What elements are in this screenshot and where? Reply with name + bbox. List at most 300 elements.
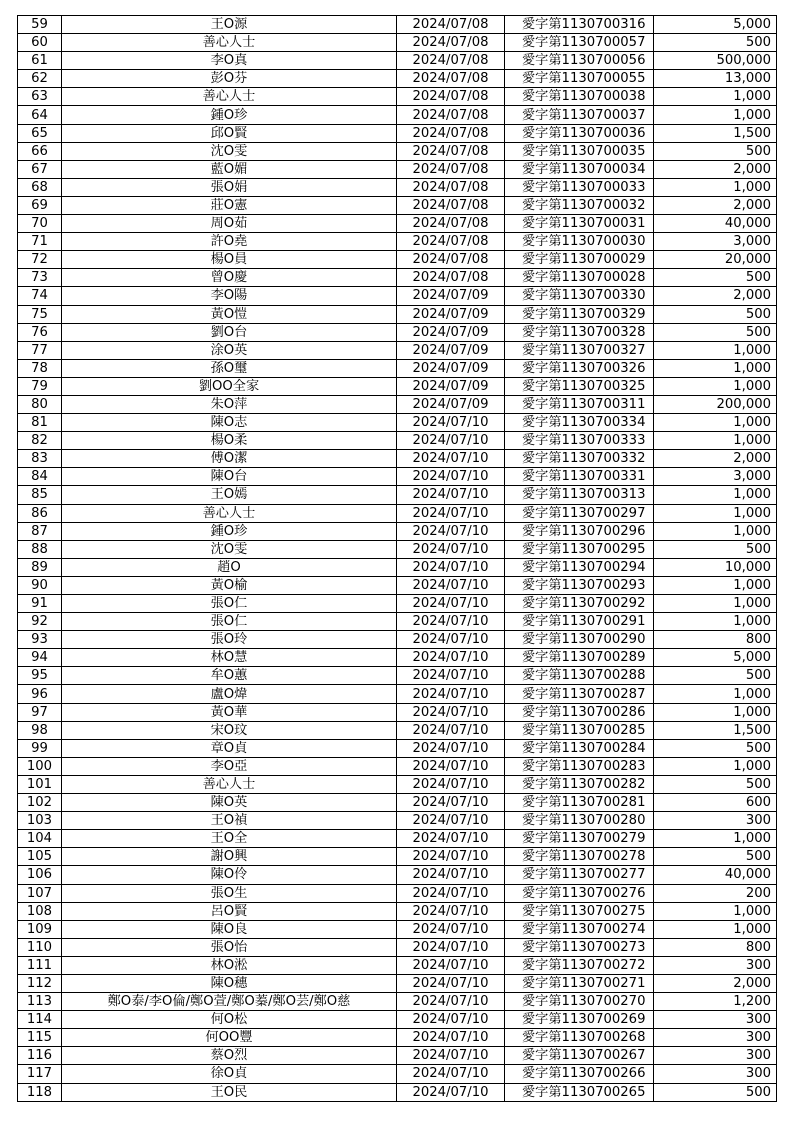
table-row xyxy=(18,721,777,739)
donor-name: 陳O良 xyxy=(62,920,397,938)
table-row xyxy=(18,305,777,323)
row-number: 88 xyxy=(18,540,62,558)
donor-name: 傅O潔 xyxy=(62,450,397,468)
row-number: 95 xyxy=(18,667,62,685)
table-row xyxy=(18,142,777,160)
receipt-number: 愛字第1130700333 xyxy=(505,432,654,450)
row-number: 101 xyxy=(18,775,62,793)
row-number: 61 xyxy=(18,52,62,70)
donation-amount: 1,000 xyxy=(654,341,777,359)
donor-name: 林O慧 xyxy=(62,649,397,667)
donation-amount: 1,000 xyxy=(654,830,777,848)
receipt-number: 愛字第1130700055 xyxy=(505,70,654,88)
row-number: 103 xyxy=(18,812,62,830)
table-row xyxy=(18,88,777,106)
receipt-number: 愛字第1130700274 xyxy=(505,920,654,938)
donation-date: 2024/07/10 xyxy=(397,576,505,594)
receipt-number: 愛字第1130700265 xyxy=(505,1083,654,1101)
donor-name: 善心人士 xyxy=(62,88,397,106)
donation-table-body xyxy=(18,16,777,1102)
donation-amount: 600 xyxy=(654,794,777,812)
row-number: 108 xyxy=(18,902,62,920)
row-number: 79 xyxy=(18,377,62,395)
donation-amount: 1,000 xyxy=(654,88,777,106)
row-number: 107 xyxy=(18,884,62,902)
donation-amount: 2,000 xyxy=(654,160,777,178)
donor-name: 曾O慶 xyxy=(62,269,397,287)
donation-amount: 500 xyxy=(654,739,777,757)
donor-name: 楊O員 xyxy=(62,251,397,269)
donor-name: 善心人士 xyxy=(62,34,397,52)
donation-amount: 1,000 xyxy=(654,359,777,377)
receipt-number: 愛字第1130700276 xyxy=(505,884,654,902)
receipt-number: 愛字第1130700270 xyxy=(505,993,654,1011)
receipt-number: 愛字第1130700268 xyxy=(505,1029,654,1047)
donation-date: 2024/07/10 xyxy=(397,1029,505,1047)
donor-name: 邱O賢 xyxy=(62,124,397,142)
donation-date: 2024/07/10 xyxy=(397,902,505,920)
donation-date: 2024/07/08 xyxy=(397,124,505,142)
receipt-number: 愛字第1130700283 xyxy=(505,757,654,775)
donation-amount: 200,000 xyxy=(654,395,777,413)
donation-date: 2024/07/08 xyxy=(397,34,505,52)
row-number: 92 xyxy=(18,613,62,631)
receipt-number: 愛字第1130700282 xyxy=(505,775,654,793)
donation-amount: 2,000 xyxy=(654,450,777,468)
donor-name: 王O源 xyxy=(62,16,397,34)
donation-amount: 800 xyxy=(654,631,777,649)
donation-amount: 2,000 xyxy=(654,974,777,992)
donor-name: 何O松 xyxy=(62,1011,397,1029)
receipt-number: 愛字第1130700279 xyxy=(505,830,654,848)
donation-date: 2024/07/08 xyxy=(397,52,505,70)
row-number: 69 xyxy=(18,196,62,214)
donor-name: 黃O愷 xyxy=(62,305,397,323)
donor-name: 張O仁 xyxy=(62,613,397,631)
donation-date: 2024/07/09 xyxy=(397,359,505,377)
table-row xyxy=(18,902,777,920)
donor-name: 陳O志 xyxy=(62,414,397,432)
receipt-number: 愛字第1130700290 xyxy=(505,631,654,649)
receipt-number: 愛字第1130700278 xyxy=(505,848,654,866)
donor-name: 涂O英 xyxy=(62,341,397,359)
table-row xyxy=(18,576,777,594)
table-row xyxy=(18,341,777,359)
table-row xyxy=(18,866,777,884)
row-number: 78 xyxy=(18,359,62,377)
donation-amount: 300 xyxy=(654,1047,777,1065)
table-row xyxy=(18,703,777,721)
donor-name: 李O陽 xyxy=(62,287,397,305)
row-number: 65 xyxy=(18,124,62,142)
table-row xyxy=(18,124,777,142)
donation-date: 2024/07/10 xyxy=(397,866,505,884)
row-number: 115 xyxy=(18,1029,62,1047)
receipt-number: 愛字第1130700334 xyxy=(505,414,654,432)
row-number: 72 xyxy=(18,251,62,269)
table-row xyxy=(18,432,777,450)
donation-amount: 300 xyxy=(654,1029,777,1047)
donor-name: 沈O雯 xyxy=(62,540,397,558)
donor-name: 張O怡 xyxy=(62,938,397,956)
donor-name: 牟O蕙 xyxy=(62,667,397,685)
table-row xyxy=(18,414,777,432)
receipt-number: 愛字第1130700269 xyxy=(505,1011,654,1029)
table-row xyxy=(18,359,777,377)
row-number: 113 xyxy=(18,993,62,1011)
table-row xyxy=(18,1083,777,1101)
receipt-number: 愛字第1130700035 xyxy=(505,142,654,160)
receipt-number: 愛字第1130700297 xyxy=(505,504,654,522)
donation-date: 2024/07/10 xyxy=(397,504,505,522)
donor-name: 張O仁 xyxy=(62,595,397,613)
table-row xyxy=(18,739,777,757)
row-number: 102 xyxy=(18,794,62,812)
row-number: 118 xyxy=(18,1083,62,1101)
donor-name: 藍O媚 xyxy=(62,160,397,178)
donation-amount: 40,000 xyxy=(654,215,777,233)
donor-name: 王O禎 xyxy=(62,812,397,830)
receipt-number: 愛字第1130700038 xyxy=(505,88,654,106)
donation-amount: 1,000 xyxy=(654,757,777,775)
donor-name: 李O真 xyxy=(62,52,397,70)
row-number: 104 xyxy=(18,830,62,848)
donation-date: 2024/07/10 xyxy=(397,1083,505,1101)
receipt-number: 愛字第1130700291 xyxy=(505,613,654,631)
donation-amount: 3,000 xyxy=(654,468,777,486)
donor-name: 孫O璽 xyxy=(62,359,397,377)
row-number: 81 xyxy=(18,414,62,432)
row-number: 109 xyxy=(18,920,62,938)
receipt-number: 愛字第1130700295 xyxy=(505,540,654,558)
row-number: 111 xyxy=(18,956,62,974)
donor-name: 徐O貞 xyxy=(62,1065,397,1083)
receipt-number: 愛字第1130700277 xyxy=(505,866,654,884)
donation-amount: 10,000 xyxy=(654,558,777,576)
donation-amount: 5,000 xyxy=(654,649,777,667)
donor-name: 蔡O烈 xyxy=(62,1047,397,1065)
table-row xyxy=(18,974,777,992)
donation-amount: 1,000 xyxy=(654,504,777,522)
receipt-number: 愛字第1130700326 xyxy=(505,359,654,377)
donation-amount: 300 xyxy=(654,956,777,974)
donor-name: 張O玲 xyxy=(62,631,397,649)
row-number: 97 xyxy=(18,703,62,721)
donation-date: 2024/07/10 xyxy=(397,649,505,667)
donation-amount: 500 xyxy=(654,667,777,685)
table-row xyxy=(18,757,777,775)
receipt-number: 愛字第1130700293 xyxy=(505,576,654,594)
donation-date: 2024/07/10 xyxy=(397,812,505,830)
receipt-number: 愛字第1130700327 xyxy=(505,341,654,359)
donation-amount: 200 xyxy=(654,884,777,902)
donor-name: 鍾O珍 xyxy=(62,106,397,124)
table-row xyxy=(18,1047,777,1065)
row-number: 114 xyxy=(18,1011,62,1029)
donation-date: 2024/07/10 xyxy=(397,920,505,938)
donor-name: 許O堯 xyxy=(62,233,397,251)
row-number: 105 xyxy=(18,848,62,866)
donation-amount: 1,000 xyxy=(654,685,777,703)
receipt-number: 愛字第1130700329 xyxy=(505,305,654,323)
donation-amount: 800 xyxy=(654,938,777,956)
donation-amount: 1,000 xyxy=(654,613,777,631)
donor-name: 宋O玟 xyxy=(62,721,397,739)
donor-name: 王O嫣 xyxy=(62,486,397,504)
table-row xyxy=(18,830,777,848)
row-number: 80 xyxy=(18,395,62,413)
row-number: 82 xyxy=(18,432,62,450)
donor-name: 鍾O珍 xyxy=(62,522,397,540)
row-number: 112 xyxy=(18,974,62,992)
receipt-number: 愛字第1130700294 xyxy=(505,558,654,576)
table-row xyxy=(18,178,777,196)
table-row xyxy=(18,1011,777,1029)
row-number: 63 xyxy=(18,88,62,106)
donor-name: 劉OO全家 xyxy=(62,377,397,395)
row-number: 91 xyxy=(18,595,62,613)
donation-date: 2024/07/10 xyxy=(397,613,505,631)
donor-name: 善心人士 xyxy=(62,504,397,522)
receipt-number: 愛字第1130700328 xyxy=(505,323,654,341)
donation-date: 2024/07/10 xyxy=(397,1065,505,1083)
donation-date: 2024/07/10 xyxy=(397,993,505,1011)
table-row xyxy=(18,540,777,558)
donor-name: 黃O榆 xyxy=(62,576,397,594)
table-row xyxy=(18,269,777,287)
table-row xyxy=(18,486,777,504)
donation-date: 2024/07/08 xyxy=(397,142,505,160)
donor-name: 陳O台 xyxy=(62,468,397,486)
donation-amount: 500 xyxy=(654,34,777,52)
donation-amount: 300 xyxy=(654,1065,777,1083)
row-number: 86 xyxy=(18,504,62,522)
table-row xyxy=(18,685,777,703)
donation-date: 2024/07/08 xyxy=(397,160,505,178)
donation-date: 2024/07/08 xyxy=(397,106,505,124)
donation-date: 2024/07/10 xyxy=(397,1011,505,1029)
donation-amount: 500 xyxy=(654,269,777,287)
donation-date: 2024/07/08 xyxy=(397,88,505,106)
donor-name: 張O生 xyxy=(62,884,397,902)
receipt-number: 愛字第1130700037 xyxy=(505,106,654,124)
donation-amount: 2,000 xyxy=(654,287,777,305)
row-number: 100 xyxy=(18,757,62,775)
row-number: 71 xyxy=(18,233,62,251)
donation-date: 2024/07/08 xyxy=(397,269,505,287)
table-row xyxy=(18,287,777,305)
donation-amount: 1,000 xyxy=(654,377,777,395)
donation-amount: 3,000 xyxy=(654,233,777,251)
table-row xyxy=(18,1065,777,1083)
table-row xyxy=(18,251,777,269)
donor-name: 楊O柔 xyxy=(62,432,397,450)
row-number: 70 xyxy=(18,215,62,233)
receipt-number: 愛字第1130700331 xyxy=(505,468,654,486)
donor-name: 趙O xyxy=(62,558,397,576)
donation-date: 2024/07/09 xyxy=(397,287,505,305)
row-number: 60 xyxy=(18,34,62,52)
donation-date: 2024/07/10 xyxy=(397,414,505,432)
receipt-number: 愛字第1130700288 xyxy=(505,667,654,685)
row-number: 67 xyxy=(18,160,62,178)
donation-date: 2024/07/10 xyxy=(397,775,505,793)
table-row xyxy=(18,16,777,34)
donation-date: 2024/07/10 xyxy=(397,956,505,974)
donation-date: 2024/07/10 xyxy=(397,522,505,540)
donation-date: 2024/07/10 xyxy=(397,450,505,468)
receipt-number: 愛字第1130700028 xyxy=(505,269,654,287)
donation-amount: 5,000 xyxy=(654,16,777,34)
donation-date: 2024/07/08 xyxy=(397,178,505,196)
table-row xyxy=(18,613,777,631)
donation-amount: 500 xyxy=(654,305,777,323)
table-row xyxy=(18,884,777,902)
row-number: 59 xyxy=(18,16,62,34)
row-number: 77 xyxy=(18,341,62,359)
receipt-number: 愛字第1130700031 xyxy=(505,215,654,233)
table-row xyxy=(18,70,777,88)
donation-date: 2024/07/08 xyxy=(397,233,505,251)
table-row xyxy=(18,504,777,522)
receipt-number: 愛字第1130700057 xyxy=(505,34,654,52)
donor-name: 林O淞 xyxy=(62,956,397,974)
table-row xyxy=(18,106,777,124)
row-number: 64 xyxy=(18,106,62,124)
row-number: 83 xyxy=(18,450,62,468)
donation-amount: 500 xyxy=(654,540,777,558)
row-number: 117 xyxy=(18,1065,62,1083)
table-row xyxy=(18,812,777,830)
row-number: 62 xyxy=(18,70,62,88)
donation-date: 2024/07/10 xyxy=(397,486,505,504)
receipt-number: 愛字第1130700281 xyxy=(505,794,654,812)
donation-table xyxy=(17,15,777,1102)
row-number: 75 xyxy=(18,305,62,323)
donor-name: 章O貞 xyxy=(62,739,397,757)
donor-name: 沈O雯 xyxy=(62,142,397,160)
table-row xyxy=(18,938,777,956)
table-row xyxy=(18,667,777,685)
receipt-number: 愛字第1130700286 xyxy=(505,703,654,721)
donor-name: 彭O芬 xyxy=(62,70,397,88)
row-number: 99 xyxy=(18,739,62,757)
donor-name: 鄭O泰/李O倫/鄭O萱/鄭O蓁/鄭O芸/鄭O慈 xyxy=(62,993,397,1011)
table-row xyxy=(18,450,777,468)
donation-amount: 1,000 xyxy=(654,703,777,721)
table-row xyxy=(18,649,777,667)
donation-amount: 500,000 xyxy=(654,52,777,70)
table-row xyxy=(18,775,777,793)
donation-date: 2024/07/10 xyxy=(397,667,505,685)
donation-date: 2024/07/10 xyxy=(397,974,505,992)
receipt-number: 愛字第1130700034 xyxy=(505,160,654,178)
table-row xyxy=(18,631,777,649)
row-number: 68 xyxy=(18,178,62,196)
row-number: 66 xyxy=(18,142,62,160)
donor-name: 何OO豐 xyxy=(62,1029,397,1047)
donor-name: 朱O萍 xyxy=(62,395,397,413)
row-number: 76 xyxy=(18,323,62,341)
donor-name: 莊O憲 xyxy=(62,196,397,214)
donor-name: 李O亞 xyxy=(62,757,397,775)
donation-amount: 1,500 xyxy=(654,124,777,142)
donation-date: 2024/07/08 xyxy=(397,16,505,34)
receipt-number: 愛字第1130700033 xyxy=(505,178,654,196)
table-row xyxy=(18,34,777,52)
receipt-number: 愛字第1130700285 xyxy=(505,721,654,739)
receipt-number: 愛字第1130700332 xyxy=(505,450,654,468)
receipt-number: 愛字第1130700313 xyxy=(505,486,654,504)
donation-date: 2024/07/10 xyxy=(397,884,505,902)
table-row xyxy=(18,52,777,70)
receipt-number: 愛字第1130700280 xyxy=(505,812,654,830)
donation-date: 2024/07/09 xyxy=(397,323,505,341)
receipt-number: 愛字第1130700032 xyxy=(505,196,654,214)
table-row xyxy=(18,794,777,812)
donation-amount: 20,000 xyxy=(654,251,777,269)
row-number: 110 xyxy=(18,938,62,956)
donation-date: 2024/07/10 xyxy=(397,540,505,558)
donation-amount: 40,000 xyxy=(654,866,777,884)
donation-amount: 300 xyxy=(654,812,777,830)
row-number: 89 xyxy=(18,558,62,576)
row-number: 85 xyxy=(18,486,62,504)
donation-date: 2024/07/09 xyxy=(397,395,505,413)
donation-date: 2024/07/10 xyxy=(397,595,505,613)
row-number: 93 xyxy=(18,631,62,649)
receipt-number: 愛字第1130700275 xyxy=(505,902,654,920)
donation-amount: 1,000 xyxy=(654,432,777,450)
receipt-number: 愛字第1130700029 xyxy=(505,251,654,269)
row-number: 94 xyxy=(18,649,62,667)
receipt-number: 愛字第1130700036 xyxy=(505,124,654,142)
row-number: 98 xyxy=(18,721,62,739)
table-row xyxy=(18,377,777,395)
table-row xyxy=(18,1029,777,1047)
receipt-number: 愛字第1130700272 xyxy=(505,956,654,974)
donation-date: 2024/07/10 xyxy=(397,739,505,757)
row-number: 74 xyxy=(18,287,62,305)
donation-date: 2024/07/10 xyxy=(397,794,505,812)
receipt-number: 愛字第1130700289 xyxy=(505,649,654,667)
row-number: 106 xyxy=(18,866,62,884)
receipt-number: 愛字第1130700330 xyxy=(505,287,654,305)
donation-date: 2024/07/10 xyxy=(397,432,505,450)
donation-amount: 1,500 xyxy=(654,721,777,739)
donation-date: 2024/07/10 xyxy=(397,631,505,649)
table-row xyxy=(18,920,777,938)
donation-date: 2024/07/08 xyxy=(397,70,505,88)
donation-date: 2024/07/10 xyxy=(397,468,505,486)
receipt-number: 愛字第1130700271 xyxy=(505,974,654,992)
donation-date: 2024/07/10 xyxy=(397,830,505,848)
donor-name: 盧O煒 xyxy=(62,685,397,703)
receipt-number: 愛字第1130700316 xyxy=(505,16,654,34)
donation-amount: 300 xyxy=(654,1011,777,1029)
donor-name: 劉O台 xyxy=(62,323,397,341)
donor-name: 王O全 xyxy=(62,830,397,848)
donation-amount: 500 xyxy=(654,775,777,793)
donor-name: 呂O賢 xyxy=(62,902,397,920)
table-row xyxy=(18,395,777,413)
table-row xyxy=(18,233,777,251)
table-row xyxy=(18,848,777,866)
donation-amount: 500 xyxy=(654,142,777,160)
receipt-number: 愛字第1130700325 xyxy=(505,377,654,395)
receipt-number: 愛字第1130700284 xyxy=(505,739,654,757)
row-number: 73 xyxy=(18,269,62,287)
